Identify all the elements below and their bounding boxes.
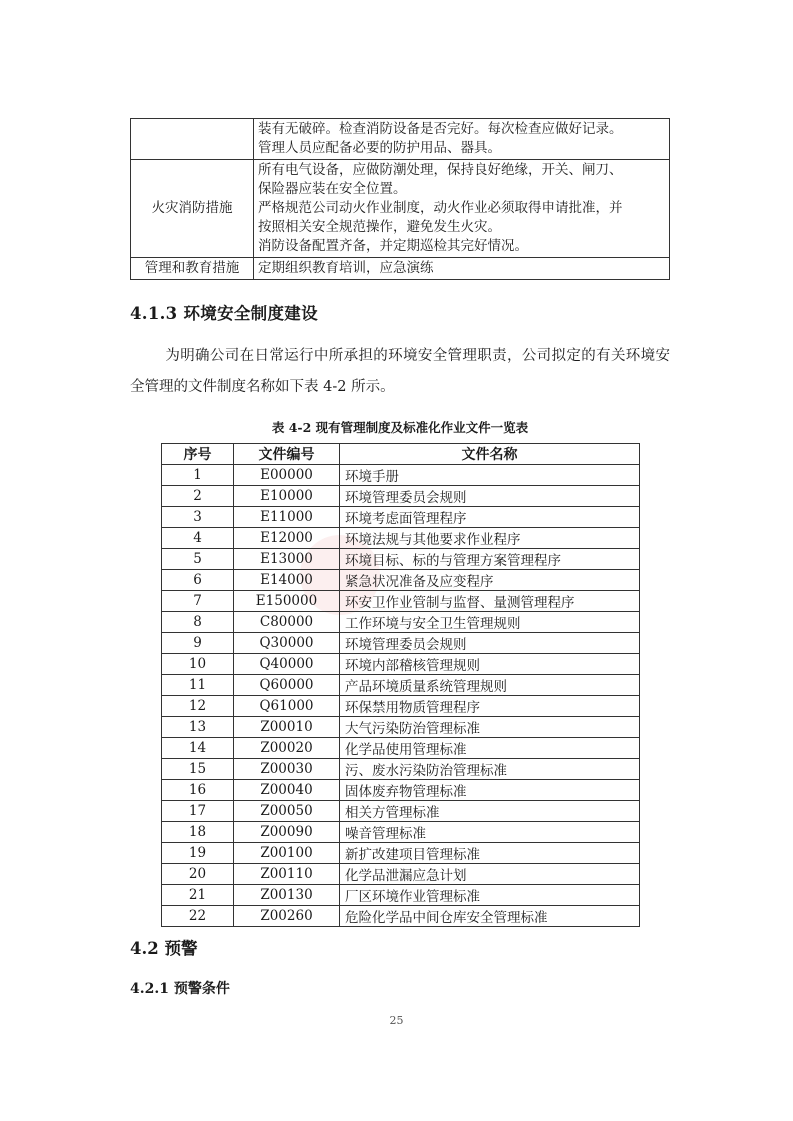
file-code: Z00050: [234, 801, 340, 822]
file-name: 环境考虑面管理程序: [340, 507, 640, 528]
file-code: C80000: [234, 612, 340, 633]
file-name: 污、废水污染防治管理标准: [340, 759, 640, 780]
row-index: 9: [162, 633, 234, 654]
file-name: 化学品使用管理标准: [340, 738, 640, 759]
file-name: 产品环境质量系统管理规则: [340, 675, 640, 696]
section-heading-4-2: 4.2 预警: [130, 939, 198, 958]
table-row: [162, 675, 640, 696]
file-code: Z00260: [234, 906, 340, 927]
file-code: Q30000: [234, 633, 340, 654]
row-index: 4: [162, 528, 234, 549]
measure-description: [254, 160, 670, 258]
measures-row: [131, 119, 670, 160]
description-line: 保险器应装在安全位置。: [258, 181, 407, 197]
table-row: [162, 801, 640, 822]
file-name: 危险化学品中间仓库安全管理标准: [340, 906, 640, 927]
file-name: 环境目标、标的与管理方案管理程序: [340, 549, 640, 570]
file-code: E00000: [234, 465, 340, 486]
file-name: 环境管理委员会规则: [340, 486, 640, 507]
table-row: [162, 738, 640, 759]
section-heading-4-1-3: 4.1.3 环境安全制度建设: [130, 304, 318, 323]
description-line: 严格规范公司动火作业制度，动火作业必须取得申请批准，并: [258, 200, 623, 216]
file-code: E12000: [234, 528, 340, 549]
table-row: [162, 612, 640, 633]
file-code: Z00030: [234, 759, 340, 780]
table-caption: 表 4-2 现有管理制度及标准化作业文件一览表: [271, 420, 529, 435]
row-index: 18: [162, 822, 234, 843]
table-row: [162, 507, 640, 528]
file-name: 环境手册: [340, 465, 640, 486]
file-name: 厂区环境作业管理标准: [340, 885, 640, 906]
file-name: 固体废弃物管理标准: [340, 780, 640, 801]
table-row: [162, 633, 640, 654]
file-code: E10000: [234, 486, 340, 507]
description-line: 按照相关安全规范操作，避免发生火灾。: [258, 219, 501, 235]
table-row: [162, 486, 640, 507]
file-name: 环境法规与其他要求作业程序: [340, 528, 640, 549]
file-code: E11000: [234, 507, 340, 528]
file-code: Q61000: [234, 696, 340, 717]
file-code: Q60000: [234, 675, 340, 696]
file-code: Z00010: [234, 717, 340, 738]
description-line: 消防设备配置齐备，并定期巡检其完好情况。: [258, 238, 528, 254]
header-index: 序号: [162, 444, 234, 465]
description-line: 定期组织教育培训，应急演练: [258, 260, 434, 276]
row-index: 5: [162, 549, 234, 570]
file-name: 环境管理委员会规则: [340, 633, 640, 654]
file-code: Q40000: [234, 654, 340, 675]
row-index: 6: [162, 570, 234, 591]
row-index: 2: [162, 486, 234, 507]
measures-row: [131, 258, 670, 280]
body-paragraph: 为明确公司在日常运行中所承担的环境安全管理职责，公司拟定的有关环境安全管理的文件制度名称如下表 4-2 所示。: [130, 348, 670, 395]
measure-category: 管理和教育措施: [131, 258, 254, 280]
file-code: E150000: [234, 591, 340, 612]
table-row: [162, 843, 640, 864]
table-row: [162, 528, 640, 549]
row-index: 17: [162, 801, 234, 822]
file-code: E13000: [234, 549, 340, 570]
row-index: 7: [162, 591, 234, 612]
table-row: [162, 780, 640, 801]
row-index: 15: [162, 759, 234, 780]
description-line: 装有无破碎。检查消防设备是否完好。每次检查应做好记录。: [258, 121, 623, 137]
table-row: [162, 570, 640, 591]
section-heading-4-2-1: 4.2.1 预警条件: [130, 981, 230, 997]
measures-row: [131, 160, 670, 258]
row-index: 10: [162, 654, 234, 675]
document-list-table: [161, 443, 640, 927]
row-index: 8: [162, 612, 234, 633]
row-index: 1: [162, 465, 234, 486]
table-row: [162, 822, 640, 843]
row-index: 11: [162, 675, 234, 696]
table-row: [162, 717, 640, 738]
header-name: 文件名称: [340, 444, 640, 465]
table-row: [162, 759, 640, 780]
table-row: [162, 696, 640, 717]
measure-description: [254, 258, 670, 280]
file-name: 噪音管理标准: [340, 822, 640, 843]
row-index: 19: [162, 843, 234, 864]
row-index: 3: [162, 507, 234, 528]
row-index: 21: [162, 885, 234, 906]
file-name: 工作环境与安全卫生管理规则: [340, 612, 640, 633]
table-row: [162, 549, 640, 570]
table-row: [162, 465, 640, 486]
table-header-row: [162, 444, 640, 465]
file-name: 环保禁用物质管理程序: [340, 696, 640, 717]
header-code: 文件编号: [234, 444, 340, 465]
file-code: E14000: [234, 570, 340, 591]
file-name: 化学品泄漏应急计划: [340, 864, 640, 885]
table-row: [162, 864, 640, 885]
file-code: Z00020: [234, 738, 340, 759]
file-name: 环安卫作业管制与监督、量测管理程序: [340, 591, 640, 612]
file-code: Z00110: [234, 864, 340, 885]
row-index: 22: [162, 906, 234, 927]
row-index: 14: [162, 738, 234, 759]
file-name: 紧急状况准备及应变程序: [340, 570, 640, 591]
row-index: 13: [162, 717, 234, 738]
description-line: 所有电气设备，应做防潮处理，保持良好绝缘，开关、闸刀、: [258, 162, 623, 178]
row-index: 20: [162, 864, 234, 885]
file-code: Z00130: [234, 885, 340, 906]
measure-description: [254, 119, 670, 160]
page-number: 25: [389, 1014, 404, 1027]
row-index: 12: [162, 696, 234, 717]
file-code: Z00040: [234, 780, 340, 801]
file-name: 相关方管理标准: [340, 801, 640, 822]
measure-category: 火灾消防措施: [131, 160, 254, 258]
measures-table: [130, 118, 670, 280]
table-row: [162, 906, 640, 927]
file-name: 环境内部稽核管理规则: [340, 654, 640, 675]
file-name: 新扩改建项目管理标准: [340, 843, 640, 864]
table-row: [162, 591, 640, 612]
description-line: 管理人员应配备必要的防护用品、器具。: [258, 140, 501, 156]
file-name: 大气污染防治管理标准: [340, 717, 640, 738]
row-index: 16: [162, 780, 234, 801]
file-code: Z00100: [234, 843, 340, 864]
table-row: [162, 885, 640, 906]
file-code: Z00090: [234, 822, 340, 843]
measure-category: [131, 119, 254, 160]
table-row: [162, 654, 640, 675]
